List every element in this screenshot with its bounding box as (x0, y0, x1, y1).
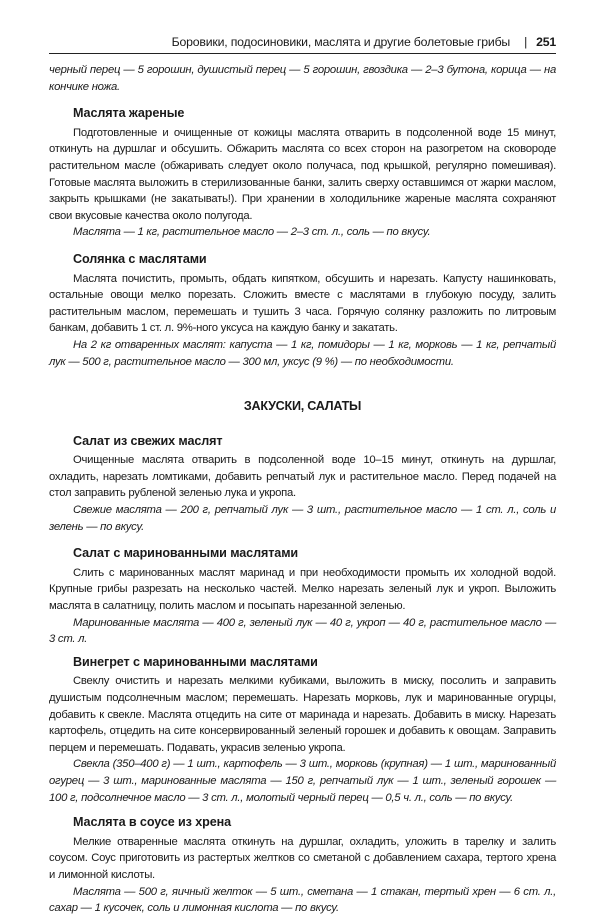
recipe-title: Маслята жареные (73, 106, 185, 121)
recipe-body: Маслята почистить, промыть, обдать кипятком, обсушить и нарезать. Капусту нашинковать, остальные овощи мелко порезать. Сложить вместе с маслятами в глубокую посуду, залить растительным маслом, перемешать и тушить 3 часа. Горячую солянку разложить по литровым банкам, добавить 1 ст. л. 9%-ного уксуса на каждую банку и закатать. (49, 272, 556, 335)
continued-ingredients: черный перец — 5 горошин, душистый перец — 5 горошин, гвоздика — 2–3 бутона, корица — на кончике ножа. (49, 64, 556, 93)
recipe-title: Салат из свежих маслят (73, 433, 223, 448)
recipe-title: Маслята в соусе из хрена (73, 815, 232, 830)
recipe-ingredients: Маслята — 1 кг, растительное масло — 2–3 ст. л., соль — по вкусу. (73, 226, 431, 239)
recipe-title: Солянка с маслятами (73, 251, 207, 266)
recipe-ingredients: На 2 кг отваренных маслят: капуста — 1 кг, помидоры — 1 кг, морковь — 1 кг, репчатый лук — 500 г, растительное масло — 300 мл, уксус (9 %) — по необходимости. (49, 338, 556, 368)
page-content (49, 62, 556, 917)
recipe-body: Подготовленные и очищенные от кожицы маслята отварить в подсоленной воде 15 минут, откинуть на дуршлаг и обсушить. Обжарить маслята со всех сторон на разогретом на сковороде растительном масле (обжаривать следует около получаса, под крышкой, регулярно помешивая). Готовые маслята выложить в стерилизованные банки, залить сверху оставшимся от жарки маслом, закрыть крышками (не закатывать!). При хранении в холодильнике жареные маслята сохраняют свои вкусовые качества около полугода. (49, 126, 556, 222)
recipe-ingredients: Маслята — 500 г, яичный желток — 5 шт., сметана — 1 стакан, тертый хрен — 6 ст. л., сахар — 1 кусочек, соль и лимонная кислота — по вкусу. (49, 885, 556, 915)
running-head (49, 35, 556, 54)
recipe-title: Салат с маринованными маслятами (73, 546, 299, 561)
section-title: ЗАКУСКИ, САЛАТЫ (243, 399, 362, 414)
recipe-ingredients: Свекла (350–400 г) — 1 шт., картофель — 3 шт., морковь (крупная) — 1 шт., маринованный огурец — 3 шт., маринованные маслята — 150 г, репчатый лук — 1 шт., зеленый горошек — 100 г, подсолнечное масло — 3 ст. л., молотый черный перец — 0,5 ч. л., соль — по вкусу. (49, 758, 556, 804)
recipe-title: Винегрет с маринованными маслятами (73, 654, 318, 669)
recipe-body: Очищенные маслята отварить в подсоленной воде 10–15 минут, откинуть на дуршлаг, охладить, нарезать ломтиками, добавить репчатый лук и растительное масло. Перед подачей на стол заправить рубленой зеленью лука и укропа. (49, 454, 556, 500)
header-separator: | (524, 35, 528, 49)
recipe-body: Мелкие отваренные маслята откинуть на дуршлаг, охладить, уложить в тарелку и залить соусом. Соус приготовить из растертых желтков со сметаной с добавлением сахара, тертого хрена и лимонной кислоты. (49, 835, 556, 881)
chapter-title: Боровики, подосиновики, маслята и другие болетовые грибы (171, 35, 511, 49)
page-number: 251 (536, 35, 556, 49)
recipe-body: Слить с маринованных маслят маринад и при необходимости промыть их холодной водой. Крупные грибы разрезать на несколько частей. Мелко нарезать зеленый лук и укроп. Выложить маслята в салатницу, полить маслом и посыпать нарезанной зеленью. (49, 566, 556, 613)
recipe-ingredients: Маринованные маслята — 400 г, зеленый лук — 40 г, укроп — 40 г, растительное масло — 3 ст. л. (49, 616, 556, 646)
recipe-body: Свеклу очистить и нарезать мелкими кубиками, выложить в миску, посолить и заправить душистым подсолнечным маслом; перемешать. Нарезать морковь, лук и маринованные огурцы, добавить к свекле. Маслята отцедить на сите от маринада и нарезать. Добавить в миску. Нарезать картофель, отцедить на сите консервированный зеленый горошек и добавить к овощам. Заправить перцем и перемешать. Подавать, украсив зеленью укропа. (49, 675, 556, 754)
recipe-ingredients: Свежие маслята — 200 г, репчатый лук — 3 шт., растительное масло — 1 ст. л., соль и зелень — по вкусу. (49, 504, 556, 533)
